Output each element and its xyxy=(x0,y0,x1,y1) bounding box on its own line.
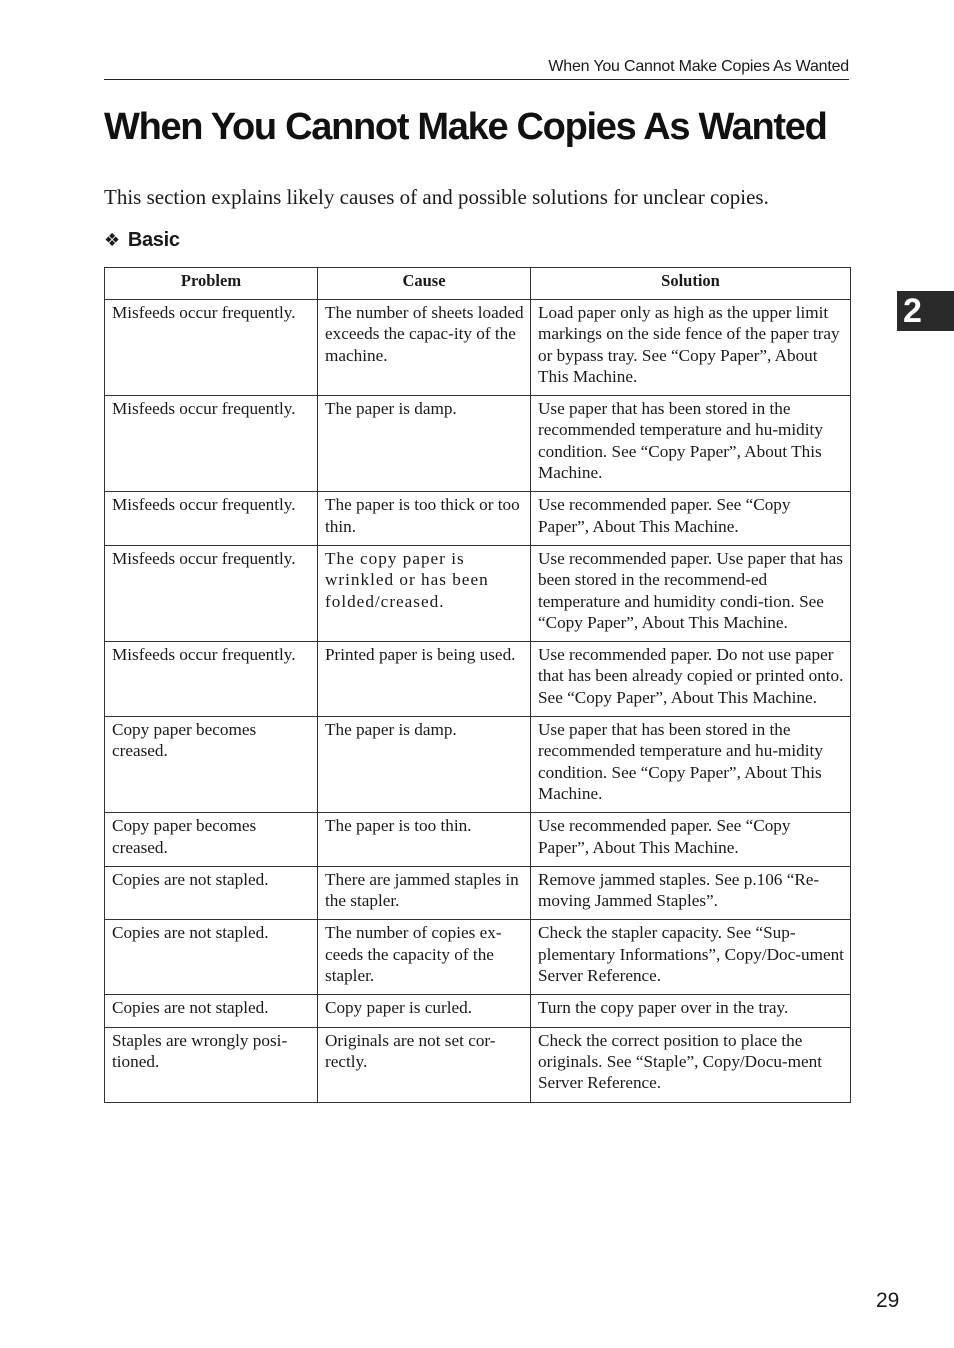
cause-cell: The number of copies ex-ceeds the capacity of the stapler. xyxy=(318,920,531,995)
solution-cell: Load paper only as high as the upper limit markings on the side fence of the paper tray or bypass tray. See “Copy Paper”, About This Machine. xyxy=(531,300,851,396)
table-row xyxy=(105,642,851,717)
column-header-problem: Problem xyxy=(105,268,318,300)
page-title: When You Cannot Make Copies As Wanted xyxy=(104,106,827,148)
solution-cell: Use recommended paper. See “Copy Paper”, About This Machine. xyxy=(531,492,851,546)
table-row xyxy=(105,717,851,813)
solution-cell: Check the correct position to place the originals. See “Staple”, Copy/Docu-ment Server Reference. xyxy=(531,1027,851,1102)
diamond-bullet-icon: ❖ xyxy=(104,230,120,251)
page-number: 29 xyxy=(876,1289,900,1312)
table-header-row xyxy=(105,268,851,300)
cause-cell: Printed paper is being used. xyxy=(318,642,531,717)
cause-cell: Copy paper is curled. xyxy=(318,995,531,1027)
problem-cell: Copies are not stapled. xyxy=(105,866,318,920)
troubleshooting-table xyxy=(104,267,851,1103)
running-header xyxy=(104,56,849,80)
intro-paragraph: This section explains likely causes of and possible solutions for unclear copies. xyxy=(104,185,769,209)
cause-cell: There are jammed staples in the stapler. xyxy=(318,866,531,920)
problem-cell: Misfeeds occur frequently. xyxy=(105,545,318,641)
problem-cell: Misfeeds occur frequently. xyxy=(105,492,318,546)
table-row xyxy=(105,396,851,492)
cause-cell: The paper is damp. xyxy=(318,396,531,492)
column-header-solution: Solution xyxy=(531,268,851,300)
solution-cell: Turn the copy paper over in the tray. xyxy=(531,995,851,1027)
problem-cell: Copies are not stapled. xyxy=(105,920,318,995)
table-row xyxy=(105,1027,851,1102)
problem-cell: Misfeeds occur frequently. xyxy=(105,300,318,396)
table-row xyxy=(105,866,851,920)
solution-cell: Use recommended paper. Use paper that has been stored in the recommend-ed temperature and humidity condi-tion. See “Copy Paper”, About This Machine. xyxy=(531,545,851,641)
solution-cell: Use paper that has been stored in the recommended temperature and hu-midity condition. See “Copy Paper”, About This Machine. xyxy=(531,396,851,492)
running-header-title: When You Cannot Make Copies As Wanted xyxy=(548,58,849,75)
problem-cell: Misfeeds occur frequently. xyxy=(105,396,318,492)
table-row xyxy=(105,300,851,396)
table-row xyxy=(105,920,851,995)
section-heading xyxy=(104,226,180,255)
column-header-cause: Cause xyxy=(318,268,531,300)
problem-cell: Copies are not stapled. xyxy=(105,995,318,1027)
solution-cell: Check the stapler capacity. See “Sup-plementary Informations”, Copy/Doc-ument Server Reference. xyxy=(531,920,851,995)
cause-cell: The copy paper is wrinkled or has been folded/creased. xyxy=(318,545,531,641)
solution-cell: Use recommended paper. See “Copy Paper”, About This Machine. xyxy=(531,813,851,867)
cause-cell: The paper is too thick or too thin. xyxy=(318,492,531,546)
solution-cell: Remove jammed staples. See p.106 “Re-moving Jammed Staples”. xyxy=(531,866,851,920)
section-heading-text: Basic xyxy=(127,229,180,251)
problem-cell: Misfeeds occur frequently. xyxy=(105,642,318,717)
cause-cell: The paper is too thin. xyxy=(318,813,531,867)
problem-cell: Staples are wrongly posi-tioned. xyxy=(105,1027,318,1102)
cause-cell: The number of sheets loaded exceeds the capac-ity of the machine. xyxy=(318,300,531,396)
cause-cell: The paper is damp. xyxy=(318,717,531,813)
solution-cell: Use paper that has been stored in the recommended temperature and hu-midity condition. See “Copy Paper”, About This Machine. xyxy=(531,717,851,813)
table-row xyxy=(105,545,851,641)
problem-cell: Copy paper becomes creased. xyxy=(105,717,318,813)
problem-cell: Copy paper becomes creased. xyxy=(105,813,318,867)
table-row xyxy=(105,492,851,546)
solution-cell: Use recommended paper. Do not use paper that has been already copied or printed onto. See “Copy Paper”, About This Machine. xyxy=(531,642,851,717)
table-row xyxy=(105,995,851,1027)
chapter-tab: 2 xyxy=(897,291,954,331)
table-row xyxy=(105,813,851,867)
cause-cell: Originals are not set cor-rectly. xyxy=(318,1027,531,1102)
